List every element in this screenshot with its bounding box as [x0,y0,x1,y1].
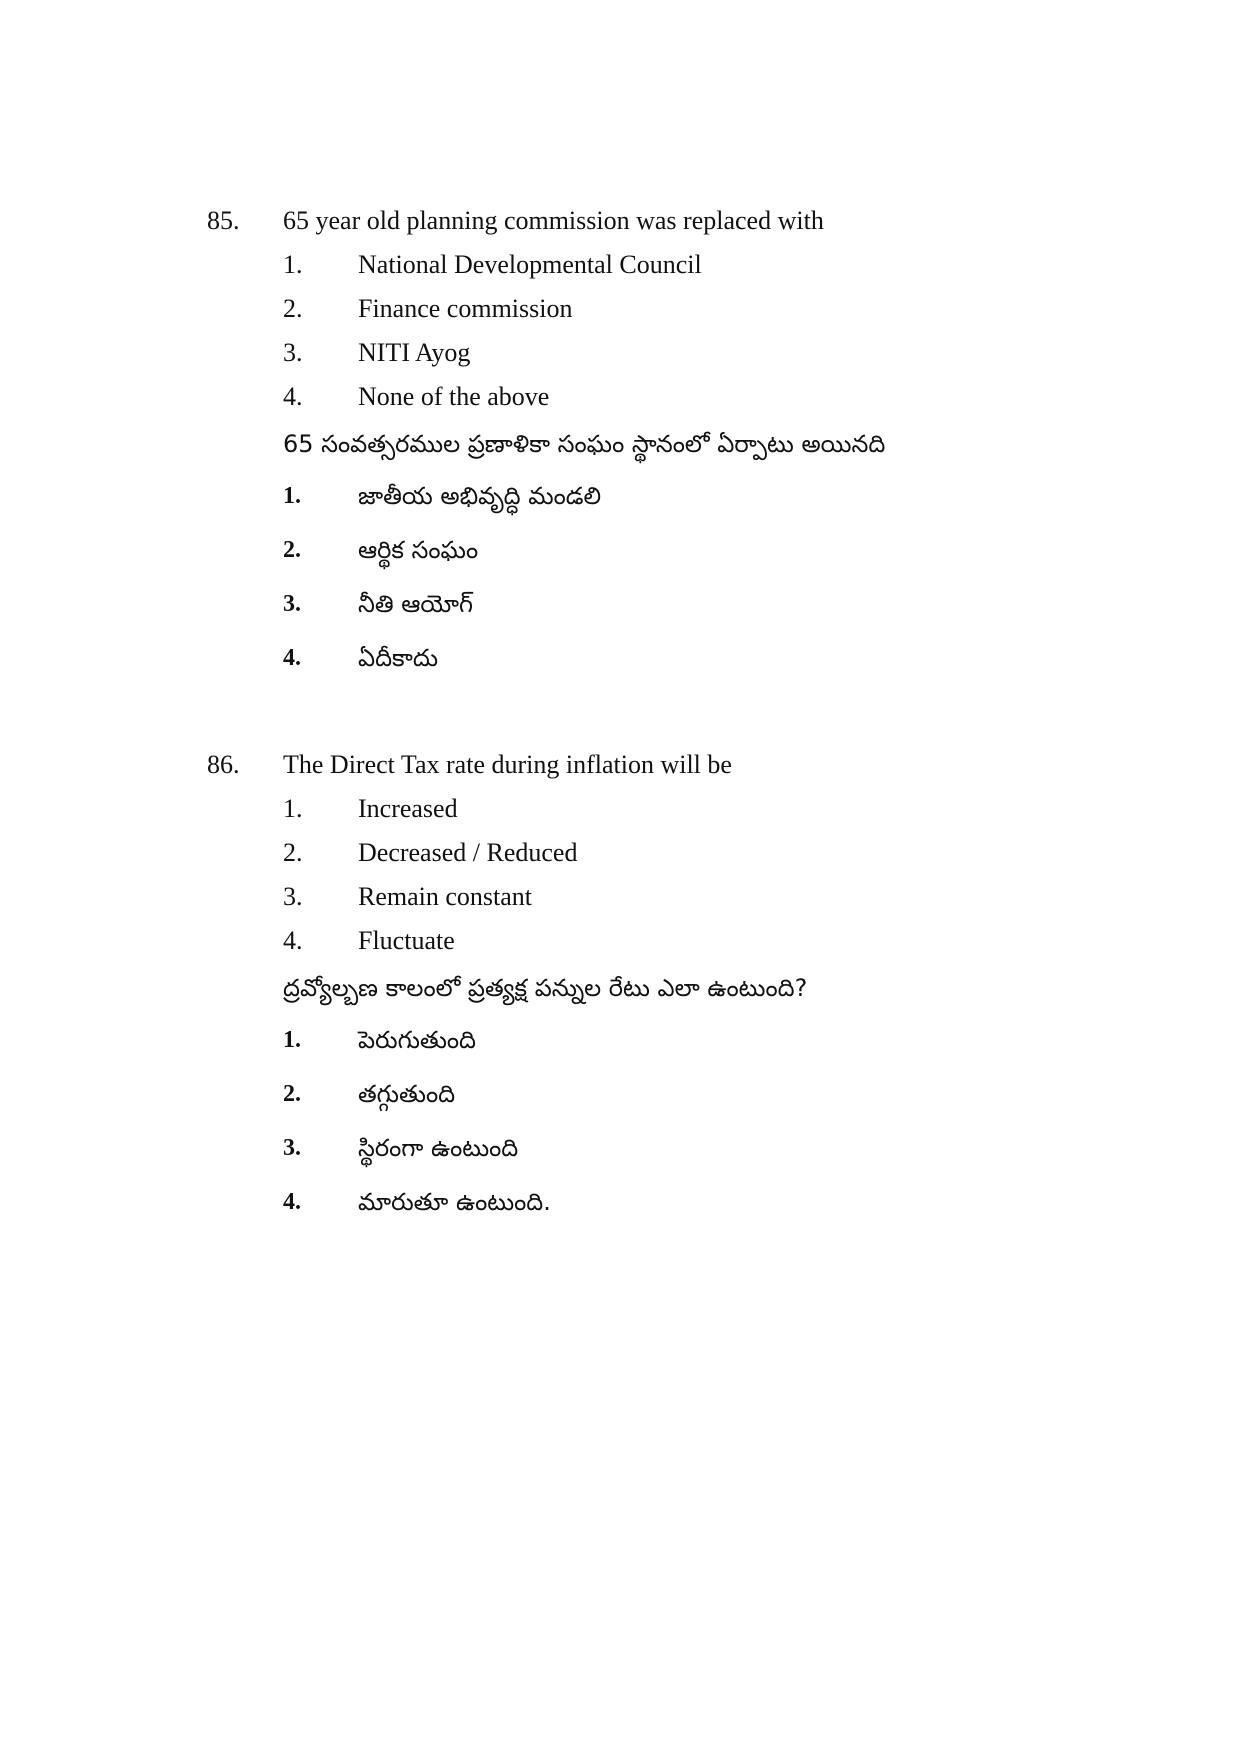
telugu-option-1 [0,469,1241,523]
telugu-option-text: జాతీయ అభివృద్ధి మండలి [358,482,602,510]
telugu-option-text: పెరుగుతుంది [358,1026,476,1054]
option-3 [0,875,1241,919]
telugu-option-3 [0,1121,1241,1175]
telugu-option-4 [0,631,1241,685]
telugu-option-text: ఏదీకాదు [358,644,439,672]
option-2 [0,831,1241,875]
option-number: 2. [283,537,301,563]
option-number: 4. [283,382,303,411]
option-1 [0,243,1241,287]
telugu-option-text: నీతి ఆయోగ్ [358,590,473,618]
option-1 [0,787,1241,831]
option-text: Finance commission [358,294,573,323]
telugu-question-line [0,963,1241,1013]
telugu-option-text: ఆర్థిక సంఘం [358,536,479,564]
telugu-option-text: తగ్గుతుంది [358,1080,456,1108]
telugu-question-line [0,419,1241,469]
option-text: Increased [358,794,458,823]
telugu-option-text: స్థిరంగా ఉంటుంది [358,1134,519,1162]
telugu-question-text: 65 సంవత్సరముల ప్రణాళికా సంఘం స్థానంలో ఏర్పాటు అయినది [283,430,886,458]
telugu-option-text: మారుతూ ఉంటుంది. [358,1188,551,1216]
option-4 [0,919,1241,963]
option-number: 1. [283,1027,301,1053]
option-number: 3. [283,591,301,617]
option-text: None of the above [358,382,550,411]
option-3 [0,331,1241,375]
question-line [0,199,1241,243]
telugu-option-3 [0,577,1241,631]
option-text: National Developmental Council [358,250,702,279]
question-number: 86. [207,750,240,779]
option-number: 1. [283,794,303,823]
option-number: 1. [283,250,303,279]
option-number: 4. [283,926,303,955]
question-text: 65 year old planning commission was replaced with [283,206,824,235]
telugu-option-2 [0,1067,1241,1121]
question-85 [0,199,1241,685]
option-number: 3. [283,338,303,367]
option-4 [0,375,1241,419]
telugu-question-text: ద్రవ్యోల్బణ కాలంలో ప్రత్యక్ష పన్నుల రేటు ఎలా ఉంటుంది? [283,974,808,1002]
option-number: 2. [283,294,303,323]
option-number: 4. [283,1189,301,1215]
option-number: 2. [283,838,303,867]
option-text: Fluctuate [358,926,455,955]
telugu-option-2 [0,523,1241,577]
option-2 [0,287,1241,331]
option-number: 1. [283,483,301,509]
question-text: The Direct Tax rate during inflation will be [283,750,732,779]
question-86 [0,743,1241,1229]
question-number: 85. [207,206,240,235]
option-text: Remain constant [358,882,533,911]
option-number: 3. [283,1135,301,1161]
option-text: NITI Ayog [358,338,471,367]
question-line [0,743,1241,787]
option-number: 2. [283,1081,301,1107]
telugu-option-1 [0,1013,1241,1067]
option-number: 4. [283,645,301,671]
option-text: Decreased / Reduced [358,838,578,867]
option-number: 3. [283,882,303,911]
telugu-option-4 [0,1175,1241,1229]
